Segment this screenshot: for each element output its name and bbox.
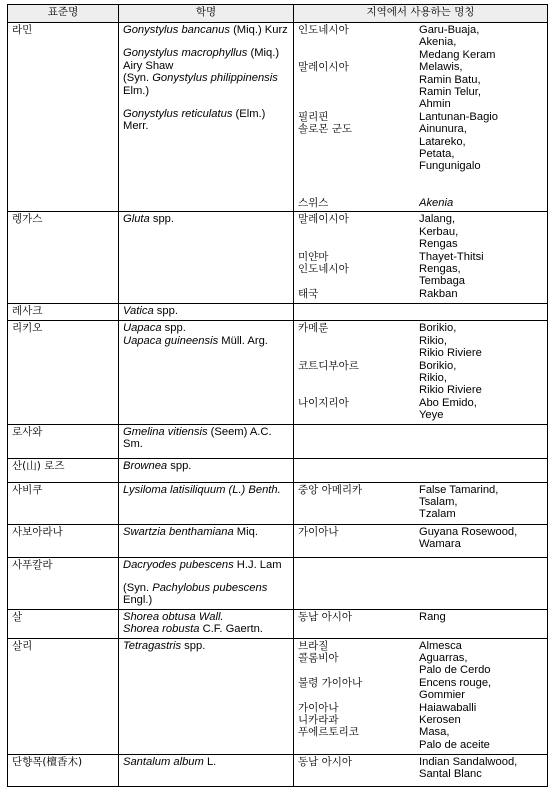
local-name-list	[419, 397, 543, 422]
spacer	[123, 97, 289, 108]
local-name-list	[419, 726, 543, 751]
scientific-name-line	[123, 526, 289, 538]
local-names-cell	[294, 482, 548, 524]
scientific-name-italic: Shorea obtusa Wall.	[123, 610, 224, 623]
local-name: Thayet-Thitsi	[419, 250, 484, 263]
standard-name-cell: 레사크	[8, 304, 119, 321]
local-name: Jalang,	[419, 213, 456, 226]
local-name: Palo de Cerdo	[419, 664, 491, 677]
table-row	[8, 482, 548, 524]
standard-name-cell: 사보아라나	[8, 524, 119, 557]
region-row	[298, 756, 543, 781]
region-name: 불령 가이아나	[298, 676, 363, 689]
local-name: Encens rouge,	[419, 676, 492, 689]
local-name: Rengas,	[419, 262, 461, 275]
scientific-name-text: H.J. Lam	[233, 558, 282, 571]
scientific-name-text: (Syn.	[123, 72, 153, 85]
region-table	[298, 213, 543, 300]
local-name: Garu-Buaja,	[419, 24, 480, 36]
local-name: Almesca	[419, 639, 462, 652]
region-name: 나이지리아	[298, 396, 349, 409]
local-name: Ramin Telur,	[419, 86, 481, 99]
standard-name-cell: 로사와	[8, 424, 119, 458]
header-row	[8, 5, 548, 23]
scientific-name-text: spp.	[181, 639, 206, 652]
header-scientific-name: 학명	[119, 5, 294, 23]
region-table	[298, 484, 543, 521]
scientific-name-line	[123, 213, 289, 225]
scientific-name-text: Miq.	[233, 525, 258, 538]
scientific-name-text: (Elm.) Merr.	[123, 108, 266, 133]
scientific-name-line	[123, 582, 289, 607]
region-name: 브라질	[298, 639, 329, 652]
local-name: Fungunigalo	[419, 160, 481, 173]
region-table	[298, 640, 543, 752]
local-name-list	[419, 111, 543, 123]
scientific-name-text: (Miq.) Kurz	[229, 24, 288, 36]
region-table	[298, 24, 543, 209]
standard-name-cell: 사비쿠	[8, 482, 119, 524]
standard-name-cell: 리키오	[8, 321, 119, 424]
region-table	[298, 526, 543, 551]
region-row	[298, 263, 543, 288]
region-row	[298, 677, 543, 702]
local-name: Latareko,	[419, 135, 466, 148]
scientific-name-italic: Pachylobus pubescens	[152, 581, 268, 594]
scientific-name-text: C.F. Gaertn.	[199, 623, 263, 636]
spacer	[123, 36, 289, 47]
local-name: Borikio,	[419, 359, 457, 372]
table-row	[8, 424, 548, 458]
scientific-name-cell	[119, 754, 294, 786]
region-row	[298, 61, 543, 111]
scientific-name-italic: Shorea robusta	[123, 623, 200, 636]
local-names-cell	[294, 321, 548, 424]
local-name-list	[419, 702, 543, 714]
scientific-name-line	[123, 484, 289, 496]
region-row	[298, 173, 543, 197]
scientific-name-cell	[119, 638, 294, 754]
local-name: Rikio Riviere	[419, 347, 482, 360]
standard-name-cell: 단향목(檀香木)	[8, 754, 119, 786]
scientific-name-cell	[119, 557, 294, 609]
local-names-cell	[294, 754, 548, 786]
region-row	[298, 726, 543, 751]
local-names-cell	[294, 609, 548, 638]
scientific-name-italic: Gonystylus macrophyllus	[123, 47, 248, 60]
region-name: 동남 아시아	[298, 755, 353, 768]
scientific-name-italic: Gmelina vitiensis	[123, 425, 208, 438]
local-name: Tzalam	[419, 508, 456, 521]
scientific-name-italic: Gluta	[123, 213, 150, 226]
region-name: 카메룬	[298, 322, 329, 335]
scientific-name-italic: Uapaca	[123, 322, 162, 335]
scientific-name-text: spp.	[161, 322, 186, 335]
scientific-name-line	[123, 305, 289, 317]
scientific-name-cell	[119, 212, 294, 304]
local-name-list	[419, 123, 543, 173]
local-names-cell	[294, 524, 548, 557]
local-name: Haiawaballi	[419, 701, 477, 714]
scientific-name-line	[123, 108, 289, 133]
local-names-cell	[294, 458, 548, 482]
region-row	[298, 611, 543, 623]
local-name: Aguarras,	[419, 651, 468, 664]
local-name: Indian Sandalwood,	[419, 755, 518, 768]
scientific-name-text: (Seem) A.C. Sm.	[123, 425, 272, 450]
local-names-cell	[294, 212, 548, 304]
local-name: Akenia,	[419, 36, 457, 49]
region-name: 미얀마	[298, 250, 329, 263]
region-row	[298, 484, 543, 521]
species-table	[7, 4, 548, 787]
scientific-name-line	[123, 335, 289, 347]
local-name: Tsalam,	[419, 495, 458, 508]
local-name: Medang Keram	[419, 48, 496, 61]
local-name: Kerosen	[419, 714, 461, 726]
local-name-list	[419, 24, 543, 61]
scientific-name-italic: Swartzia benthamiana	[123, 525, 234, 538]
local-name-list	[419, 677, 543, 702]
local-name: Petata,	[419, 148, 455, 161]
scientific-name-italic: Uapaca guineensis	[123, 334, 219, 347]
scientific-name-line	[123, 460, 289, 472]
scientific-name-italic: Gonystylus bancanus	[123, 24, 230, 36]
local-name-list	[419, 526, 543, 551]
local-name: Rang	[419, 610, 446, 623]
local-name: Rakban	[419, 287, 458, 300]
scientific-name-cell	[119, 524, 294, 557]
region-row	[298, 111, 543, 123]
region-row	[298, 714, 543, 726]
table-row	[8, 557, 548, 609]
spacer	[123, 571, 289, 582]
header-standard-name: 표준명	[8, 5, 119, 23]
table-row	[8, 23, 548, 212]
local-name: False Tamarind,	[419, 483, 499, 496]
spacer	[298, 173, 543, 197]
local-name: Wamara	[419, 537, 461, 550]
standard-name-cell: 사푸칼라	[8, 557, 119, 609]
scientific-name-cell	[119, 482, 294, 524]
region-name: 말레이시아	[298, 213, 349, 226]
local-name-list	[419, 611, 543, 623]
region-row	[298, 197, 543, 209]
local-name: Ainunura,	[419, 123, 467, 136]
local-name-list	[419, 61, 543, 111]
local-name: Abo Emido,	[419, 396, 477, 409]
scientific-name-italic: Santalum album	[123, 755, 204, 768]
standard-name-cell: 라민	[8, 23, 119, 212]
species-table-wrapper	[7, 4, 547, 787]
header-local-names: 지역에서 사용하는 명칭	[294, 5, 548, 23]
scientific-name-cell	[119, 458, 294, 482]
local-names-cell	[294, 557, 548, 609]
scientific-name-line	[123, 322, 289, 334]
region-table	[298, 322, 543, 421]
region-row	[298, 322, 543, 359]
table-row	[8, 754, 548, 786]
local-name-list	[419, 288, 543, 300]
scientific-name-line	[123, 24, 289, 36]
local-names-cell	[294, 304, 548, 321]
local-names-cell	[294, 638, 548, 754]
scientific-name-line	[123, 640, 289, 652]
region-table	[298, 611, 543, 623]
region-name: 필리핀	[298, 110, 329, 123]
local-name-list	[419, 360, 543, 397]
region-row	[298, 251, 543, 263]
local-name: Melawis,	[419, 61, 463, 74]
region-row	[298, 213, 543, 250]
local-name-list	[419, 484, 543, 521]
table-row	[8, 609, 548, 638]
region-row	[298, 652, 543, 677]
scientific-name-italic: Vatica	[123, 305, 154, 318]
region-name: 인도네시아	[298, 24, 349, 36]
region-name: 가이아나	[298, 525, 339, 538]
scientific-name-italic: Gonystylus reticulatus	[123, 108, 233, 121]
region-name: 콜롬비아	[298, 651, 339, 664]
standard-name-cell: 렝가스	[8, 212, 119, 304]
standard-name-cell: 산(山) 로즈	[8, 458, 119, 482]
table-row	[8, 638, 548, 754]
scientific-name-text: (Syn.	[123, 581, 153, 594]
scientific-name-italic: Brownea	[123, 459, 168, 472]
scientific-name-line	[123, 756, 289, 768]
region-name: 태국	[298, 287, 319, 300]
local-name: Rengas	[419, 238, 458, 251]
scientific-name-text: spp.	[153, 305, 178, 318]
region-name: 인도네시아	[298, 262, 349, 275]
scientific-name-text: Müll. Arg.	[218, 334, 268, 347]
local-name: Guyana Rosewood,	[419, 525, 518, 538]
scientific-name-text: Engl.)	[123, 594, 153, 607]
region-row	[298, 640, 543, 652]
scientific-name-cell	[119, 609, 294, 638]
local-name-list	[419, 640, 543, 652]
scientific-name-line	[123, 559, 289, 571]
scientific-name-cell	[119, 304, 294, 321]
region-table	[298, 756, 543, 781]
scientific-name-line	[123, 611, 289, 623]
local-names-cell	[294, 424, 548, 458]
local-name: Rikio,	[419, 334, 447, 347]
region-row	[298, 702, 543, 714]
region-row	[298, 526, 543, 551]
local-name-list	[419, 322, 543, 359]
local-name-list	[419, 714, 543, 726]
local-name: Rikio Riviere	[419, 384, 482, 397]
table-row	[8, 304, 548, 321]
scientific-name-text: spp.	[167, 459, 192, 472]
standard-name-cell: 살리	[8, 638, 119, 754]
scientific-name-text: spp.	[149, 213, 175, 226]
local-name: Ramin Batu,	[419, 73, 481, 86]
region-row	[298, 24, 543, 61]
local-name-list	[419, 652, 543, 677]
table-row	[8, 321, 548, 424]
local-name-list	[419, 756, 543, 781]
local-name-list	[419, 251, 543, 263]
scientific-name-text: L.	[203, 755, 217, 768]
local-names-cell	[294, 23, 548, 212]
region-row	[298, 123, 543, 173]
scientific-name-line	[123, 72, 289, 97]
scientific-name-text: (Miq.) Airy Shaw	[123, 47, 280, 72]
table-row	[8, 524, 548, 557]
region-row	[298, 397, 543, 422]
table-row	[8, 212, 548, 304]
local-name: Gommier	[419, 689, 465, 702]
local-name: Santal Blanc	[419, 767, 482, 780]
local-name: Lantunan-Bagio	[419, 110, 499, 123]
scientific-name-line	[123, 47, 289, 72]
scientific-name-text: Elm.)	[123, 84, 150, 97]
scientific-name-line	[123, 623, 289, 635]
region-name: 코트디부아르	[298, 359, 359, 372]
local-name: Rikio,	[419, 371, 447, 384]
scientific-name-line	[123, 426, 289, 451]
local-name: Borikio,	[419, 322, 457, 335]
local-name: Yeye	[419, 409, 444, 422]
scientific-name-cell	[119, 23, 294, 212]
region-name: 푸에르토리코	[298, 726, 359, 739]
scientific-name-cell	[119, 424, 294, 458]
region-name: 스위스	[298, 196, 329, 209]
scientific-name-italic: Dacryodes pubescens	[123, 558, 234, 571]
region-name: 니카라과	[298, 714, 339, 726]
local-name: Tembaga	[419, 275, 466, 288]
local-name: Akenia	[419, 196, 454, 209]
scientific-name-italic: Tetragastris	[123, 639, 182, 652]
region-name: 중앙 아메리카	[298, 483, 363, 496]
region-row	[298, 360, 543, 397]
local-name: Masa,	[419, 726, 450, 739]
local-name-list	[419, 197, 543, 209]
local-name: Kerbau,	[419, 225, 459, 238]
scientific-name-italic: Lysiloma latisiliquum (L.) Benth.	[123, 483, 281, 496]
standard-name-cell: 살	[8, 609, 119, 638]
table-row	[8, 458, 548, 482]
region-name: 동남 아시아	[298, 610, 353, 623]
table-body	[8, 23, 548, 787]
local-name-list	[419, 263, 543, 288]
region-row	[298, 288, 543, 300]
region-name: 솔로몬 군도	[298, 123, 353, 136]
local-name: Palo de aceite	[419, 738, 490, 751]
scientific-name-italic: Gonystylus philippinensis	[152, 72, 278, 85]
local-name-list	[419, 213, 543, 250]
region-name: 말레이시아	[298, 61, 349, 74]
local-name: Ahmin	[419, 98, 451, 111]
region-name: 가이아나	[298, 701, 339, 714]
scientific-name-cell	[119, 321, 294, 424]
